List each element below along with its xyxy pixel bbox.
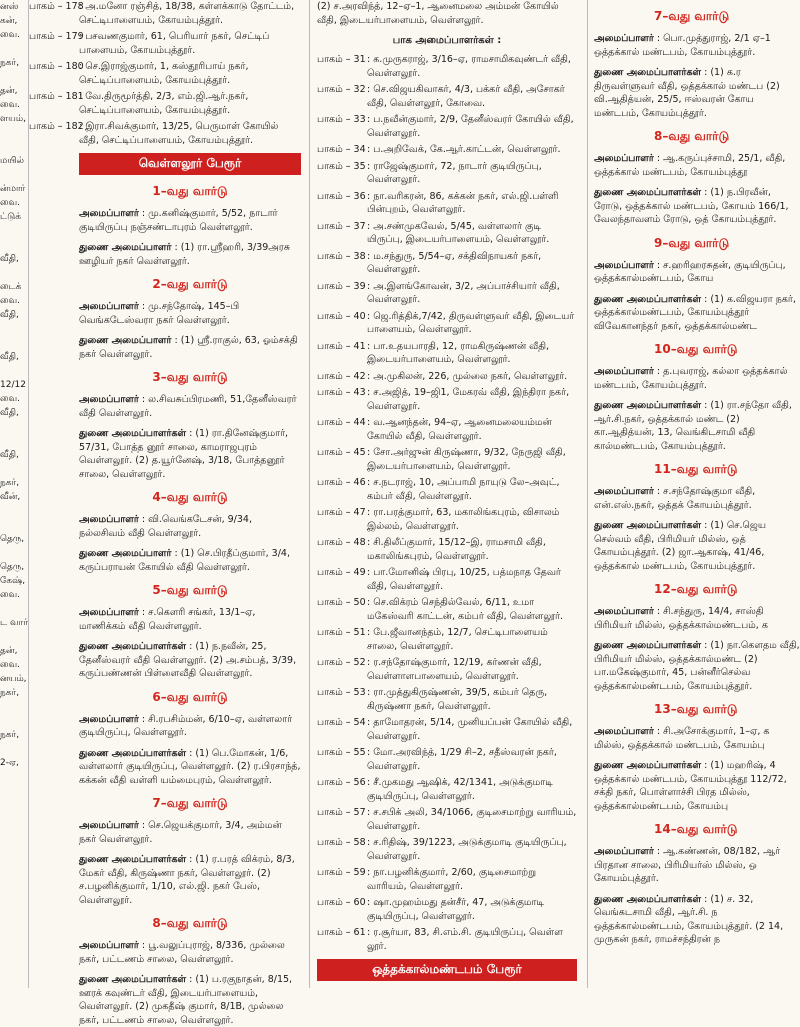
booth-number: பாகம் – 38 <box>317 250 366 262</box>
cropped-line-end: 12/12 <box>0 380 26 390</box>
booth-entry <box>317 310 577 337</box>
cropped-line-end <box>0 224 27 238</box>
role-label: துணை அமைப்பாளர்கள் <box>594 893 702 905</box>
booth-entry <box>317 190 577 217</box>
booth-entry <box>317 596 577 623</box>
cropped-line-end <box>0 420 27 434</box>
booth-number: பாகம் – 57 <box>317 807 366 818</box>
ward-role-entry <box>79 547 301 574</box>
role-details: : ஆ.கண்ணன், 08/182, ஆர் பிரதான சாலை, பிரிமியர்ஸ் மில்ஸ், ஒ கோயம்புத்தூர். <box>594 846 781 884</box>
subsection-heading: பாக அமைப்பாளர்கள் : <box>392 35 502 46</box>
booth-entry <box>29 60 301 87</box>
booth-entry <box>317 656 577 683</box>
booth-organiser-text: : ராஜேஷ்குமார், 72, நாடார் குடியிருப்பு, வெள்ளலூர். <box>367 160 542 185</box>
role-details: : (1) செ.பிரதீப்குமார், 3/4, கருப்பராயன் கோயில் வீதி வெள்ளலூர். <box>79 548 290 573</box>
booth-entry <box>317 83 577 110</box>
role-details: : ல.சிவசுப்பிரமணி, 51,தேனீஸ்வரர் வீதி வெள்ளலூர். <box>79 394 297 419</box>
ward-heading: 2–வது வார்டு <box>152 277 228 291</box>
ward-heading: 5–வது வார்டு <box>152 583 228 597</box>
booth-entry <box>317 446 577 473</box>
ward-heading: 11–வது வார்டு <box>654 462 738 476</box>
role-details: : (1) செ.ஜெய செல்வம் வீதி, பிரிமியர் மில்ஸ், ஒத் கோயம்புத்தூர். (2) ஜா.ஆகாஷ், 41/46, ஒத்தக்கால் மண்டபம், கோயம்புத்தூர். <box>594 520 766 572</box>
cropped-line-end: வீதி, <box>0 254 19 264</box>
ward-heading: 4–வது வார்டு <box>152 490 228 504</box>
cropped-line-end: வை. <box>0 100 20 110</box>
cropped-line-end <box>0 140 27 154</box>
booth-number: பாகம் – 53 <box>317 687 366 698</box>
cropped-line-end: வை. <box>0 30 20 40</box>
cropped-line-end <box>0 700 27 714</box>
booth-number: பாகம் – 36 <box>317 190 366 202</box>
booth-organiser-text: : ம.சந்துரு, 5/54–ஏ, சக்திவிநாயகர் நகர், வெள்ளலூர். <box>367 250 542 275</box>
ward-role-entry <box>594 399 800 453</box>
ward-role-entry <box>594 845 800 886</box>
role-details: : பூ.வலுப்புராஜ், 8/336, முல்லை நகர், பட்டணம் சாலை, வெள்ளலூர். <box>79 940 285 965</box>
booth-number: பாகம் – 39 <box>317 280 366 292</box>
ward-role-entry <box>79 334 301 361</box>
cropped-line-end: னயம், <box>0 674 27 684</box>
ward-role-entry <box>79 241 301 268</box>
role-label: அமைப்பாளர் <box>594 259 654 271</box>
role-label: அமைப்பாளர் <box>79 820 139 831</box>
ward-role-entry <box>594 152 800 179</box>
ward-role-entry <box>79 640 301 681</box>
booth-entry <box>317 416 577 443</box>
role-label: அமைப்பாளர் <box>79 394 139 405</box>
ward-role-entry <box>594 365 800 392</box>
ward-heading: 7–வது வார்டு <box>654 9 730 23</box>
role-label: துணை அமைப்பாளர்கள் <box>79 641 187 652</box>
booth-number: பாகம் – 54 <box>317 717 366 728</box>
role-details: : (1) ரா.தினேஷ்குமார், 57/31, போத்த னூர் சாலை, காமராஜபுரம் வெள்ளலூர். (2) த.யூர்னேஷ், 3/18, போத்தனூர் சாலை, வெள்ளலூர். <box>79 428 289 480</box>
role-label: துணை அமைப்பாளர்கள் <box>79 747 187 759</box>
cropped-line-end: வை. <box>0 296 20 306</box>
booth-entry <box>317 220 577 247</box>
cropped-line-end <box>0 630 27 644</box>
role-details: : சி.அசோக்குமார், 1–ஏ, க மில்ஸ், ஒத்தக்கால் மண்டபம், கோயம்பு <box>594 726 770 751</box>
role-label: துணை அமைப்பாளர்கள் <box>594 520 702 531</box>
ward-role-entry <box>79 747 301 788</box>
role-details: : (1) நா.கௌதம வீதி, பிரிமியர் மில்ஸ், ஒத்தக்கால்மண்ட (2) பா.மகேஷ்குமார், 45, பன்னீர்செல்வ ஒத்தக்கால்மண்டபம், கோயம்புத்தூர். <box>594 640 800 692</box>
booth-organiser-text: : சி.திலீப்குமார், 15/12–இ, ராமசாமி வீதி, மகாலிங்கபுரம், வெள்ளலூர். <box>367 537 546 562</box>
booth-number: பாகம் – 49 <box>317 567 366 578</box>
booth-organiser-text: : நா.வரிகரன், 86, கக்கன் நகர், எல்.ஜி.பள்ளி பின்புறம், வெள்ளலூர். <box>367 190 559 215</box>
role-details: : (1) ந.நவீன், 25, தேனீஸ்வரர் வீதி வெள்ளலூர். (2) அ.சம்பத், 3/39, கருப்பண்ணன் பிள்ளைவீதி வெள்ளலூர். <box>79 641 297 679</box>
role-details: : (1) ப.ரகுநாதன், 8/15, ஊரக் கவுண்டர் வீதி, இடையர்பாளையம், வெள்ளலூர். (2) முகதீஷ் குமார், 8/1B, முல்லை நகர், பட்டணம் சாலை, வெள்ளலூர். <box>79 974 293 1026</box>
booth-number: பாகம் – 178 <box>29 1 84 12</box>
booth-entry <box>29 120 301 147</box>
booth-organiser-text: : செ.விக்ரம் செந்தில்வேல், 6/11, உமா மகேஸ்வரி காட்டன், கம்பர் வீதி, வெள்ளலூர். <box>367 597 563 622</box>
booth-organiser-text: : அ.இளங்கோவன், 3/2, அப்பாச்சியார் வீதி, வெள்ளலூர். <box>367 280 560 305</box>
role-label: துணை அமைப்பாளர்கள் <box>594 293 702 305</box>
cropped-line-end: வை. <box>0 590 20 600</box>
role-details: : ச.கௌரி சங்கர், 13/1–ஏ, மாணிக்கம் வீதி வெள்ளலூர். <box>79 607 256 632</box>
booth-number: பாகம் – 37 <box>317 220 366 232</box>
cropped-line-end: ன்மார் <box>0 184 26 194</box>
ward-heading: 14–வது வார்டு <box>654 822 738 836</box>
column-booth-organisers <box>313 0 583 988</box>
booth-number: பாகம் – 40 <box>317 310 366 322</box>
booth-entry <box>317 250 577 277</box>
cropped-line-end <box>0 462 27 476</box>
booth-number: பாகம் – 181 <box>29 91 84 102</box>
ward-role-entry <box>594 639 800 693</box>
ward-role-entry <box>594 893 800 947</box>
role-label: அமைப்பாளர் <box>594 726 654 737</box>
cropped-line-end: தெரு, <box>0 534 25 544</box>
role-details: : (1) ரா.சந்தோ வீதி, ஆர்.சி.நகர், ஒத்தக்கால் மண்ட (2) கா.ஆதித்யன், 13, வெங்கிடசாமி வீதி கால்மண்டபம், கோயம்புத்தூர். <box>594 400 792 452</box>
role-details: : (1) க.ர திருவள்ளுவர் வீதி, ஒத்தக்கால் மண்டப (2) வி.ஆதித்யன், 25/5, ஈஸ்வரன் கோய மண்டபம், கோயம்புத்தூர். <box>594 67 780 119</box>
booth-number: பாகம் – 59 <box>317 867 366 878</box>
ward-role-entry <box>594 259 800 286</box>
role-label: அமைப்பாளர் <box>594 153 654 164</box>
role-details: : மு.கனிஷ்குமார், 5/52, நாடார் குடியிருப்பு நஞ்சண்டாபுரம் வெள்ளலூர். <box>79 208 278 233</box>
cropped-line-end <box>0 504 27 518</box>
booth-entry <box>317 866 577 893</box>
booth-number: பாகம் – 52 <box>317 657 366 668</box>
cropped-line-end: கேஷ், <box>0 576 26 586</box>
cropped-line-end: வை. <box>0 394 20 404</box>
booth-organiser-text: : சீ.முகமது ஆஷிக், 42/1341, அடுக்குமாடி குடியிருப்பு, வெள்ளலூர். <box>367 777 553 802</box>
ward-heading: 10–வது வார்டு <box>654 342 738 356</box>
booth-entry <box>317 626 577 653</box>
booth-number: பாகம் – 60 <box>317 897 366 908</box>
ward-role-entry <box>79 300 301 327</box>
booth-organiser-text: : ர.சந்தோஷ்குமார், 12/19, கர்ணன் வீதி, வெள்ளாளபாளையம், வெள்ளலூர். <box>367 657 542 682</box>
cropped-line-end: வீன், <box>0 492 21 502</box>
booth-entry <box>317 53 577 80</box>
booth-entry <box>317 716 577 743</box>
booth-entry <box>317 160 577 187</box>
booth-entry <box>317 566 577 593</box>
role-details: : (1) க.விஜயரா நகர், ஒத்தக்கால்மண்டபம், கோயம்புத்தூர் விவேகானந்தர் நகர், ஒத்தக்கால்மண்ட <box>594 293 796 332</box>
column-othakkalmandapam <box>590 0 800 988</box>
ward-heading: 3–வது வார்டு <box>152 370 228 384</box>
cropped-line-end: மயில் <box>0 156 24 166</box>
role-label: துணை அமைப்பாளர்கள் <box>594 400 702 411</box>
role-label: அமைப்பாளர் <box>79 208 139 219</box>
cropped-line-end: நகர், <box>0 730 20 740</box>
cropped-line-end: ளயம், <box>0 114 26 124</box>
booth-organiser-text: : தாமோதரன், 5/14, முனியப்பன் கோயில் வீதி, வெள்ளலூர். <box>367 717 573 742</box>
booth-number: பாகம் – 35 <box>317 160 366 172</box>
cropped-line-end: நகர், <box>0 688 20 698</box>
booth-entry <box>317 370 577 384</box>
cropped-line-end: வை. <box>0 660 20 670</box>
booth-number: பாகம் – 58 <box>317 837 366 848</box>
cropped-line-end <box>0 434 27 448</box>
booth-number: பாகம் – 55 <box>317 747 366 758</box>
role-details: : (1) பெ.மோகன், 1/6, வள்ளலார் குடியிருப்பு, வெள்ளலூர். (2) ர.பிரசாந்த், கக்கன் வீதி வள்ளி யம்மைபுரம், வெள்ளலூர். <box>79 747 301 786</box>
role-details: : (1) ர.பரத் விக்ரம், 8/3, மேகர் வீதி, கிருஷ்ணா நகர், வெள்ளலூர். (2) ச.பழனிக்குமார், 1/10, எல்.ஜி. நகர் பேஸ், வெள்ளலூர். <box>79 854 295 906</box>
booth-organiser-text: : ஜெ.ரித்திக்,7/42, திருவள்ளுவர் வீதி, இடையர் பாளையம், வெள்ளலூர். <box>367 310 575 335</box>
ward-heading: 8–வது வார்டு <box>152 916 228 930</box>
booth-number: பாகம் – 33 <box>317 114 366 125</box>
booth-organiser-text: : வே.திருமூர்த்தி, 2/3, எம்.ஜி.ஆர்.நகர், செட்டிப்பாளையம், கோயம்புத்தூர். <box>79 91 249 116</box>
ward-heading: 7–வது வார்டு <box>152 796 228 810</box>
booth-entry <box>317 536 577 563</box>
booth-organiser-text: : வ.ஆனந்தன், 94–ஏ, ஆனைமலையம்மன் கோயில் வீதி, வெள்ளலூர். <box>367 417 552 442</box>
booth-organiser-text: : ச.நடராஜ், 10, அப்பாமி நாயுடு லே–அவுட், கம்பர் வீதி, வெள்ளலூர். <box>367 477 560 502</box>
booth-entry <box>317 113 577 140</box>
booth-organiser-text: : ரா.முத்துகிருஷ்ணன், 39/5, கம்பர் தெரு, கிருஷ்ணா நகர், வெள்ளலூர். <box>367 687 548 712</box>
booth-number: பாகம் – 180 <box>29 61 84 72</box>
role-label: அமைப்பாளர் <box>594 33 654 44</box>
section-banner: ஒத்தக்கால்மண்டபம் பேரூர் <box>317 959 577 981</box>
booth-number: பாகம் – 34 <box>317 144 366 155</box>
booth-entry <box>317 280 577 307</box>
cropped-line-end <box>0 364 27 378</box>
role-details: : செ.ஜெயக்குமார், 3/4, அம்மன் நகர் வெள்ளலூர். <box>79 820 282 845</box>
booth-entry <box>317 506 577 533</box>
ward-role-entry <box>79 513 301 540</box>
booth-organiser-text: : அ.மனோ ரஞ்சித், 18/38, கள்ளக்காடு தோட்டம், செட்டிபாளையம், கோயம்புத்தூர். <box>79 1 295 26</box>
role-details: : சி.ரபசிம்மன், 6/10–ஏ, வள்ளலார் குடியிருப்பு, வெள்ளலூர். <box>79 713 293 738</box>
role-details: : (1) ந.பிரவீன், ரோடு, ஒத்தக்கால் மண்டபம், கோயம் 166/1, வேலந்தாவளம் ரோடு, ஒத் கோயம்புத்தூர். <box>594 187 789 225</box>
booth-entry <box>317 476 577 503</box>
booth-entry <box>29 90 301 117</box>
cropped-line-end <box>0 168 27 182</box>
booth-number: பாகம் – 179 <box>29 31 84 42</box>
cropped-line-end: ட வார் <box>0 618 29 628</box>
ward-role-entry <box>594 605 800 632</box>
booth-organiser-text: : ரா.பரத்குமார், 63, மகாலிங்கபுரம், விசாலம் இல்லம், வெள்ளலூர். <box>367 507 560 532</box>
booth-organiser-text: : செ.விஜயகிவாகர், 4/3, பக்கர் வீதி, அசோகர் வீதி, வெள்ளலூர், கோவை. <box>367 84 565 109</box>
booth-entry <box>317 806 577 833</box>
cropped-line-end <box>0 546 27 560</box>
booth-organiser-text: : ச.ரிதிஷ், 39/1223, அடுக்குமாடி குடியிருப்பு, வெள்ளலூர். <box>367 837 567 862</box>
booth-number: பாகம் – 47 <box>317 507 366 518</box>
booth-number: பாகம் – 44 <box>317 417 366 428</box>
booth-entry <box>317 340 577 367</box>
booth-number: பாகம் – 50 <box>317 597 366 608</box>
booth-organiser-text: : சோ.அர்ஜுன் கிருஷ்ணா, 9/32, நேருஜி வீதி, இடையர்பாளையம், வெள்ளலூர். <box>367 447 566 472</box>
cropped-line-end <box>0 126 27 140</box>
role-label: அமைப்பாளர் <box>594 846 654 857</box>
booth-organiser-text: : ர.சூர்யா, 83, சி.எம்.சி. குடியிருப்பு, வெள்ள லூர். <box>367 927 563 952</box>
role-label: அமைப்பாளர் <box>594 486 654 497</box>
ward-heading: 13–வது வார்டு <box>654 702 738 716</box>
cropped-line-end <box>0 742 27 756</box>
booth-organiser-text: : பா.உதயபாரதி, 12, ராமகிருஷ்ணன் வீதி, இடையர்பாளையம், வெள்ளலூர். <box>367 340 550 365</box>
cropped-line-end <box>0 518 27 532</box>
booth-entry <box>317 926 577 953</box>
left-cropped-column <box>0 0 27 988</box>
role-label: துணை அமைப்பாளர்கள் <box>79 854 187 865</box>
column-divider <box>309 0 310 988</box>
role-details: : (1) ச. 32, வெங்கடசாமி வீதி, ஆர்.சி. ந ஒத்தக்கால்மண்டபம், கோயம்புத்தூர். (2 14, முருகன் நகர், ராமச்சந்திரன் ந <box>594 893 784 945</box>
ward-role-entry <box>594 32 800 59</box>
booth-entry <box>317 836 577 863</box>
role-label: அமைப்பாளர் <box>594 606 654 617</box>
cropped-line-end: ட்டுக் <box>0 212 21 222</box>
ward-heading: 9–வது வார்டு <box>654 235 730 250</box>
ward-role-entry <box>79 713 301 740</box>
booth-entry <box>317 896 577 923</box>
booth-entry <box>317 746 577 773</box>
role-label: அமைப்பாளர் <box>79 607 139 618</box>
booth-organiser-text: : ப.அறிவேக், கே.ஆர்.காட்டன், வெள்ளலூர். <box>367 144 561 155</box>
booth-organiser-text: : அ.சண்முகவேல், 5/45, வள்ளலார் குடி யிருப்பு, இடையர்பாளையம், வெள்ளலூர். <box>367 220 550 245</box>
booth-number: பாகம் – 48 <box>317 537 366 548</box>
role-label: துணை அமைப்பாளர்கள் <box>594 67 702 78</box>
booth-number: பாகம் – 45 <box>317 447 366 458</box>
booth-number: பாகம் – 43 <box>317 387 366 398</box>
booth-entry <box>29 30 301 57</box>
ward-heading: 6–வது வார்டு <box>152 689 228 704</box>
booth-entry <box>29 0 301 27</box>
booth-organiser-text: : பசவணகுமார், 61, பெரியார் நகர், செட்டிப் பாளையம், கோயம்புத்தூர். <box>79 31 270 56</box>
cropped-line-end: தன், <box>0 86 18 96</box>
ward-role-entry <box>594 519 800 573</box>
role-details: : (1) ஸ்ரீ.ராகுல், 63, ஓம்சக்தி நகர் வெள்ளலூர். <box>79 335 298 360</box>
booth-number: பாகம் – 42 <box>317 370 366 382</box>
booth-entry <box>317 143 577 157</box>
role-label: துணை அமைப்பாளர்கள் <box>594 187 702 198</box>
cropped-line-end: தன், <box>0 646 18 656</box>
role-label: அமைப்பாளர் <box>79 301 139 312</box>
ward-role-entry <box>594 485 800 512</box>
role-label: துணை அமைப்பாளர்கள் <box>79 428 187 439</box>
cropped-line-end <box>0 70 27 84</box>
continued-entry: (2) ச.அரவிந்த், 12–ஏ–1, ஆனைமலை அம்மன் கோயில் வீதி, இடையர்பாளையம், வெள்ளலூர். <box>317 1 559 26</box>
ward-role-entry <box>79 606 301 633</box>
ward-role-entry <box>79 973 301 1027</box>
role-details: : பொ.முத்துராஜ், 2/1 ஏ–1 ஒத்தக்கால் மண்டபம், கோயம்புத்தூர். <box>594 33 771 58</box>
ward-role-entry <box>79 853 301 907</box>
cropped-line-end: வீதி, <box>0 310 19 320</box>
role-details: : (1) மஹரிஷ், 4 ஒத்தக்கால் மண்டபம், கோயம்புத்தூ 112/72, சக்தி நகர், பொள்ளாச்சி பிரத மில்ஸ், ஒத்தக்கால்மண்டபம், கோயம்பு <box>594 760 787 812</box>
ward-role-entry <box>594 66 800 120</box>
ward-role-entry <box>594 759 800 813</box>
role-label: அமைப்பாளர் <box>79 940 139 951</box>
role-details: : (1) ரா.ஸ்ரீஹரி, 3/39அரசு ஊழியர் நகர் வெள்ளலூர். <box>79 242 290 267</box>
booth-organiser-text: : ச.அஜித், 19–ஜி1, மேகரவ் வீதி, இந்திரா நகர், வெள்ளலூர். <box>367 387 570 412</box>
role-details: : ச.ஹரிஹரசுதன், குடியிருப்பு, ஒத்தக்கால்மண்டபம், கோய <box>594 259 786 284</box>
cropped-line-end <box>0 266 27 280</box>
booth-number: பாகம் – 31 <box>317 54 366 65</box>
booth-organiser-text: : க.முருகராஜ், 3/16–ஏ, ராமசாமிகவுண்டர் வீதி, வெள்ளலூர். <box>367 54 571 79</box>
booth-number: பாகம் – 32 <box>317 84 366 95</box>
cropped-line-end: வை. <box>0 198 20 208</box>
cropped-line-end <box>0 602 27 616</box>
booth-number: பாகம் – 51 <box>317 627 366 638</box>
cropped-line-end: 2-ஏ, <box>0 758 19 768</box>
booth-organiser-text: : மோ.அரவிந்த், 1/29 சி–2, சதீஸ்வரன் நகர், வெள்ளலூர். <box>367 747 557 772</box>
cropped-line-end: நகர், <box>0 58 20 68</box>
ward-role-entry <box>79 427 301 481</box>
booth-organiser-text: : செ.இராஜ்குமார், 1, கஸ்தூரிபாய் நகர், செட்டிப்பாளையம், கோயம்புத்தூர். <box>79 61 249 86</box>
role-label: அமைப்பாளர் <box>79 514 139 525</box>
role-label: துணை அமைப்பாளர்கள் <box>79 974 187 985</box>
booth-entry <box>317 776 577 803</box>
role-details: : ச.சந்தோஷ்குமா வீதி, என்.எஸ்.நகர், ஒத்தக் கோயம்புத்தூர். <box>594 486 756 511</box>
cropped-line-end: கன், <box>0 16 18 26</box>
ward-role-entry <box>79 393 301 420</box>
column-divider <box>587 0 588 988</box>
role-label: துணை அமைப்பாளர் <box>79 242 172 253</box>
booth-number: பாகம் – 46 <box>317 477 366 488</box>
role-label: துணை அமைப்பாளர் <box>79 335 172 346</box>
ward-role-entry <box>79 939 301 966</box>
booth-entry <box>317 686 577 713</box>
role-details: : த.புவராஜ், கல்லா ஒத்தக்கால் மண்டபம், கோயம்புத்தூர். <box>594 366 788 391</box>
booth-organiser-text: : பே.ஜீவானந்தம், 12/7, செட்டிபாளையம் சாலை, வெள்ளலூர். <box>367 627 548 652</box>
cropped-line-end <box>0 336 27 350</box>
role-label: அமைப்பாளர் <box>79 713 139 725</box>
booth-organiser-text: : ச.சபிக் அலி, 34/1066, குடிசைமாற்று வாரியம், வெள்ளலூர். <box>367 807 577 832</box>
booth-number: பாகம் – 56 <box>317 777 366 788</box>
cropped-line-end: தெரு, <box>0 562 25 572</box>
booth-entry <box>317 386 577 413</box>
booth-organiser-text: : இரா.சிவக்குமார், 13/25, பெருமாள் கோயில் வீதி, செட்டிப்பாளையம், கோயம்புத்தூர். <box>79 121 279 146</box>
ward-heading: 1–வது வார்டு <box>152 184 228 198</box>
role-label: அமைப்பாளர் <box>594 366 654 377</box>
booth-organiser-text: : அ.முகிலன், 226, முல்லை நகர், வெள்ளலூர். <box>367 370 568 382</box>
cropped-line-end <box>0 238 27 252</box>
ward-role-entry <box>594 725 800 752</box>
ward-role-entry <box>79 819 301 846</box>
cropped-line-end <box>0 322 27 336</box>
role-label: துணை அமைப்பாளர்கள் <box>594 760 702 771</box>
ward-heading: 12–வது வார்டு <box>654 582 738 596</box>
cropped-line-end: வீதி, <box>0 352 19 362</box>
role-details: : மு.சந்தோஷ், 145–பி வெங்கடேஸ்வரா நகர் வெள்ளலூர். <box>79 301 240 326</box>
ward-role-entry <box>79 207 301 234</box>
role-details: : வி.வெங்கடேசன், 9/34, நல்லசிவம் வீதி வெள்ளலூர். <box>79 514 252 539</box>
role-label: துணை அமைப்பாளர் <box>79 548 172 559</box>
booth-organiser-text: : பா.மோனிஷ் பிரபு, 10/25, பத்மநாத தேவர் வீதி, வெள்ளலூர். <box>367 567 561 592</box>
booth-organiser-text: : ஷா.முஹம்மது தன்சீர், 47, அடுக்குமாடி குடியிருப்பு, வெள்ளலூர். <box>367 897 545 922</box>
booth-number: பாகம் – 182 <box>29 121 84 132</box>
cropped-line-end: வீதி, <box>0 408 19 418</box>
role-details: : ஆ.கருப்புச்சாமி, 25/1, வீதி, ஒத்தக்கால் மண்டபம், கோயம்புத்தூ <box>594 153 786 178</box>
ward-role-entry <box>594 186 800 227</box>
booth-organiser-text: : நா.பழனிக்குமார், 2/60, குடிசைமாற்று வாரியம், வெள்ளலூர். <box>367 867 537 892</box>
role-details: : சி.சந்துரு, 14/4, சாஸ்தி பிரிமியர் மில்ஸ், ஒத்தக்கால்மண்டபம், க <box>594 606 768 631</box>
cropped-line-end: வீதி, <box>0 450 19 460</box>
cropped-line-end <box>0 714 27 728</box>
ward-role-entry <box>594 293 800 334</box>
role-label: துணை அமைப்பாளர்கள் <box>594 640 702 651</box>
cropped-line-end: னஸ் <box>0 2 19 12</box>
cropped-line-end <box>0 42 27 56</box>
cropped-line-end: டைக் <box>0 282 22 292</box>
booth-organiser-text: : ப.நவீன்குமார், 2/9, தேனீஸ்வரர் கோயில் வீதி, வெள்ளலூர். <box>367 114 574 139</box>
ward-heading: 8–வது வார்டு <box>654 129 730 143</box>
section-banner: வெள்ளலூர் பேரூர் <box>79 153 301 175</box>
cropped-line-end: நகர், <box>0 478 20 488</box>
booth-number: பாகம் – 41 <box>317 340 366 352</box>
column-vellalur <box>29 0 307 1026</box>
booth-number: பாகம் – 61 <box>317 927 366 938</box>
